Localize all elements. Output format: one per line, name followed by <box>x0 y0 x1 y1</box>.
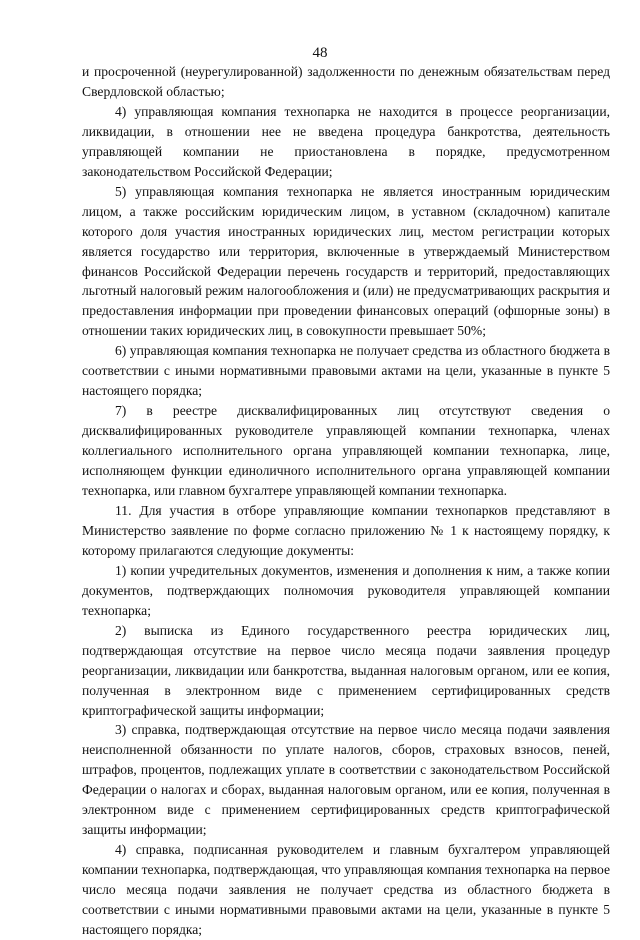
paragraph-item-7: 7) в реестре дисквалифицированных лиц отсутствуют сведения о дисквалифицированных руководителе управляющей компании технопарка, членах коллегиального исполнительного органа управляющей компании технопарка, лице, исполняющем функции единоличного исполнительного органа управляющей компании технопарка, или главном бухгалтере управляющей компании технопарка. <box>82 403 610 499</box>
paragraph-item-4: 4) управляющая компания технопарка не находится в процессе реорганизации, ликвидации, в отношении нее не введена процедура банкротства, деятельность управляющей компании не приостановлена в порядке, предусмотренном законодательством Российской Федерации; <box>82 103 610 179</box>
page-number: 48 <box>312 45 328 61</box>
paragraph-doc-2: 2) выписка из Единого государственного реестра юридических лиц, подтверждающая отсутствие на первое число месяца подачи заявления процедур реорганизации, ликвидации или банкротства, выданная налоговым органом, или ее копия, полученная в электронном виде с применением сертифицированных средств криптографической защиты информации; <box>82 622 610 718</box>
paragraph-doc-4: 4) справка, подписанная руководителем и главным бухгалтером управляющей компании технопарка, подтверждающая, что управляющая компания технопарка на первое число месяца подачи заявления не получает средства из областного бюджета в соответствии с иными нормативными правовыми актами на цели, указанные в пункте 5 настоящего порядка; <box>82 842 610 937</box>
paragraph-doc-1: 1) копии учредительных документов, изменения и дополнения к ним, а также копии документов, подтверждающих полномочия руководителя управляющей компании технопарка; <box>82 562 610 618</box>
paragraph-item-5: 5) управляющая компания технопарка не является иностранным юридическим лицом, а также российским юридическим лицом, в уставном (складочном) капитале которого доля участия иностранных юридических лиц, местом регистрации которых является государство или территория, включенные в утверждаемый Министерством финансов Российской Федерации перечень государств и территорий, предоставляющих льготный налоговый режим налогообложения и (или) не предусматривающих раскрытия и предоставления информации при проведении финансовых операций (офшорные зоны) в отношении таких юридических лиц, в совокупности превышает 50%; <box>82 183 610 339</box>
paragraph-clause-11: 11. Для участия в отборе управляющие компании технопарков представляют в Министерство заявление по форме согласно приложению № 1 к настоящему порядку, к которому прилагаются следующие документы: <box>82 502 610 558</box>
paragraph-doc-3: 3) справка, подтверждающая отсутствие на первое число месяца подачи заявления неисполненной обязанности по уплате налогов, сборов, страховых взносов, пеней, штрафов, процентов, подлежащих уплате в соответствии с законодательством Российской Федерации о налогах и сборах, выданная налоговым органом, или ее копия, полученная в электронном виде с применением сертифицированных средств криптографической защиты информации; <box>82 722 610 838</box>
paragraph-item-6: 6) управляющая компания технопарка не получает средства из областного бюджета в соответствии с иными нормативными правовыми актами на цели, указанные в пункте 5 настоящего порядка; <box>82 343 610 399</box>
document-body <box>82 62 610 940</box>
paragraph-continuation: и просроченной (неурегулированной) задолженности по денежным обязательствам перед Свердловской областью; <box>82 64 610 99</box>
